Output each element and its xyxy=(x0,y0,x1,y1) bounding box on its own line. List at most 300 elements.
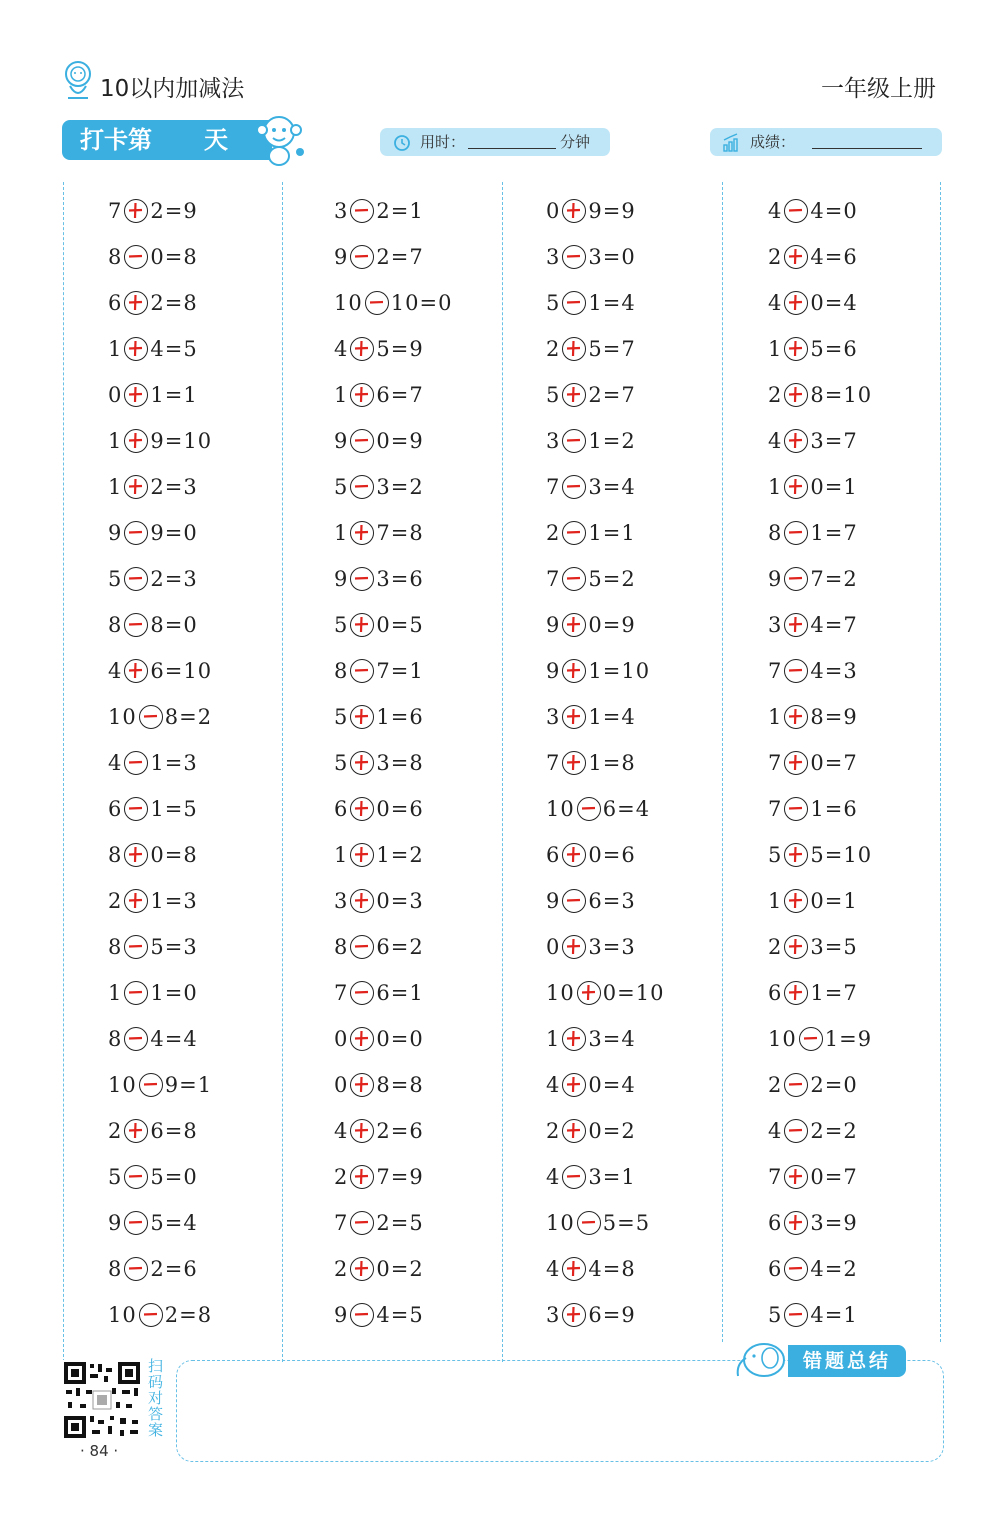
operand-a: 8 xyxy=(108,843,123,867)
result: =10 xyxy=(617,981,665,1005)
minus-answer-circle[interactable] xyxy=(350,245,374,269)
result: =1 xyxy=(824,889,858,913)
operand-b: 3 xyxy=(588,1027,603,1051)
result: =2 xyxy=(179,705,213,729)
problem-row xyxy=(334,280,452,326)
operand-a: 3 xyxy=(334,199,349,223)
minus-sign-icon xyxy=(125,246,146,267)
problem-row xyxy=(334,326,452,372)
plus-sign-icon xyxy=(563,1120,584,1141)
result: =1 xyxy=(602,521,636,545)
problem-row xyxy=(768,556,872,602)
problem-column-2 xyxy=(334,188,452,1338)
operand-a: 2 xyxy=(334,1257,349,1281)
plus-answer-circle[interactable] xyxy=(350,383,374,407)
plus-answer-circle[interactable] xyxy=(577,981,601,1005)
operand-b: 3 xyxy=(588,245,603,269)
problem-row xyxy=(768,648,872,694)
minus-sign-icon xyxy=(351,660,372,681)
problem-row xyxy=(334,1062,452,1108)
operand-b: 3 xyxy=(588,1165,603,1189)
plus-sign-icon xyxy=(125,660,146,681)
problem-row xyxy=(768,188,872,234)
plus-answer-circle[interactable] xyxy=(562,1257,586,1281)
column-divider xyxy=(722,182,723,1342)
operand-b: 2 xyxy=(150,291,165,315)
operand-b: 6 xyxy=(150,659,165,683)
plus-sign-icon xyxy=(351,614,372,635)
problem-row xyxy=(546,1292,664,1338)
operand-a: 4 xyxy=(334,337,349,361)
minus-answer-circle[interactable] xyxy=(350,1211,374,1235)
score-blank[interactable] xyxy=(812,148,922,149)
operand-b: 7 xyxy=(376,521,391,545)
problem-column-3 xyxy=(546,188,664,1338)
problem-row xyxy=(768,1246,872,1292)
plus-answer-circle[interactable] xyxy=(350,843,374,867)
page-number: · 84 · xyxy=(80,1442,119,1460)
minus-answer-circle[interactable] xyxy=(784,659,808,683)
elephant-icon xyxy=(732,1338,790,1382)
plus-answer-circle[interactable] xyxy=(784,843,808,867)
plus-answer-circle[interactable] xyxy=(784,751,808,775)
minus-sign-icon xyxy=(563,568,584,589)
plus-sign-icon xyxy=(785,338,806,359)
plus-sign-icon xyxy=(351,1258,372,1279)
operand-b: 2 xyxy=(810,1119,825,1143)
minus-answer-circle[interactable] xyxy=(784,1303,808,1327)
problem-row xyxy=(334,188,452,234)
problem-row xyxy=(546,418,664,464)
minus-answer-circle[interactable] xyxy=(799,1027,823,1051)
minus-sign-icon xyxy=(351,246,372,267)
minus-answer-circle[interactable] xyxy=(124,1165,148,1189)
minus-answer-circle[interactable] xyxy=(139,1303,163,1327)
minus-answer-circle[interactable] xyxy=(124,935,148,959)
operand-a: 8 xyxy=(108,1027,123,1051)
plus-answer-circle[interactable] xyxy=(784,475,808,499)
plus-answer-circle[interactable] xyxy=(124,291,148,315)
result: =4 xyxy=(602,475,636,499)
operand-a: 4 xyxy=(546,1073,561,1097)
plus-sign-icon xyxy=(785,476,806,497)
plus-answer-circle[interactable] xyxy=(562,1027,586,1051)
result: =5 xyxy=(164,797,198,821)
minus-answer-circle[interactable] xyxy=(350,567,374,591)
result: =3 xyxy=(824,659,858,683)
problem-row xyxy=(546,1016,664,1062)
problem-row xyxy=(768,602,872,648)
plus-sign-icon xyxy=(351,890,372,911)
minus-answer-circle[interactable] xyxy=(350,935,374,959)
problem-row xyxy=(768,832,872,878)
plus-sign-icon xyxy=(351,798,372,819)
minus-answer-circle[interactable] xyxy=(350,981,374,1005)
operand-b: 1 xyxy=(824,1027,840,1051)
check-in-banner xyxy=(62,120,272,160)
minus-sign-icon xyxy=(125,1166,146,1187)
result: =8 xyxy=(390,751,424,775)
operand-b: 1 xyxy=(810,797,825,821)
minus-sign-icon xyxy=(125,1212,146,1233)
operand-b: 0 xyxy=(376,889,391,913)
plus-answer-circle[interactable] xyxy=(784,981,808,1005)
plus-answer-circle[interactable] xyxy=(784,383,808,407)
plus-answer-circle[interactable] xyxy=(350,889,374,913)
problem-row xyxy=(108,1154,212,1200)
plus-answer-circle[interactable] xyxy=(124,199,148,223)
minus-answer-circle[interactable] xyxy=(124,1211,148,1235)
banner-prefix: 打卡第 xyxy=(80,126,152,154)
plus-answer-circle[interactable] xyxy=(784,291,808,315)
result: =5 xyxy=(390,1211,424,1235)
result: =7 xyxy=(824,429,858,453)
plus-answer-circle[interactable] xyxy=(784,245,808,269)
operand-b: 5 xyxy=(810,843,825,867)
minus-answer-circle[interactable] xyxy=(784,1119,808,1143)
result: =6 xyxy=(390,567,424,591)
minus-answer-circle[interactable] xyxy=(350,199,374,223)
operand-a: 6 xyxy=(768,1257,783,1281)
minus-sign-icon xyxy=(351,1304,372,1325)
plus-answer-circle[interactable] xyxy=(124,475,148,499)
operand-b: 5 xyxy=(588,337,603,361)
result: =8 xyxy=(164,245,198,269)
result: =7 xyxy=(824,981,858,1005)
operand-b: 1 xyxy=(150,383,165,407)
problem-row xyxy=(108,924,212,970)
operand-b: 0 xyxy=(150,843,165,867)
plus-answer-circle[interactable] xyxy=(562,337,586,361)
plus-answer-circle[interactable] xyxy=(562,383,586,407)
plus-sign-icon xyxy=(785,844,806,865)
result: =2 xyxy=(824,1257,858,1281)
operand-b: 9 xyxy=(150,521,165,545)
minus-answer-circle[interactable] xyxy=(139,1073,163,1097)
operand-a: 2 xyxy=(546,521,561,545)
problem-row xyxy=(546,1108,664,1154)
plus-sign-icon xyxy=(351,706,372,727)
minus-sign-icon xyxy=(563,246,584,267)
minus-sign-icon xyxy=(785,798,806,819)
plus-answer-circle[interactable] xyxy=(562,1119,586,1143)
operand-b: 2 xyxy=(810,1073,825,1097)
plus-answer-circle[interactable] xyxy=(350,1073,374,1097)
operand-a: 4 xyxy=(334,1119,349,1143)
plus-answer-circle[interactable] xyxy=(562,935,586,959)
result: =2 xyxy=(390,935,424,959)
problem-row xyxy=(334,1108,452,1154)
problem-row xyxy=(108,510,212,556)
minus-answer-circle[interactable] xyxy=(562,567,586,591)
operand-b: 6 xyxy=(150,1119,165,1143)
plus-answer-circle[interactable] xyxy=(562,1073,586,1097)
minus-answer-circle[interactable] xyxy=(124,797,148,821)
minus-answer-circle[interactable] xyxy=(124,567,148,591)
operand-a: 8 xyxy=(108,613,123,637)
result: =0 xyxy=(824,1073,858,1097)
result: =7 xyxy=(824,521,858,545)
plus-answer-circle[interactable] xyxy=(784,705,808,729)
operand-b: 4 xyxy=(810,199,825,223)
operand-b: 6 xyxy=(376,935,391,959)
minus-answer-circle[interactable] xyxy=(562,1165,586,1189)
minus-answer-circle[interactable] xyxy=(350,1303,374,1327)
result: =8 xyxy=(390,521,424,545)
result: =3 xyxy=(164,935,198,959)
qr-code[interactable] xyxy=(62,1360,142,1440)
problem-row xyxy=(546,878,664,924)
operand-b: 4 xyxy=(810,1257,825,1281)
plus-sign-icon xyxy=(563,1304,584,1325)
result: =4 xyxy=(602,1027,636,1051)
operand-a: 3 xyxy=(546,245,561,269)
plus-answer-circle[interactable] xyxy=(124,383,148,407)
operand-b: 9 xyxy=(150,429,165,453)
result: =0 xyxy=(164,521,198,545)
operand-b: 9 xyxy=(588,199,603,223)
plus-sign-icon xyxy=(351,522,372,543)
operand-a: 5 xyxy=(334,705,349,729)
plus-answer-circle[interactable] xyxy=(784,613,808,637)
plus-answer-circle[interactable] xyxy=(784,889,808,913)
plus-sign-icon xyxy=(785,430,806,451)
operand-a: 10 xyxy=(108,1073,137,1097)
operand-b: 10 xyxy=(390,291,420,315)
minus-answer-circle[interactable] xyxy=(784,521,808,545)
plus-sign-icon xyxy=(125,890,146,911)
operand-b: 0 xyxy=(588,843,603,867)
minus-answer-circle[interactable] xyxy=(784,797,808,821)
minus-answer-circle[interactable] xyxy=(365,291,389,315)
operand-a: 5 xyxy=(334,613,349,637)
operand-a: 1 xyxy=(768,889,783,913)
plus-answer-circle[interactable] xyxy=(562,613,586,637)
problem-row xyxy=(768,326,872,372)
result: =9 xyxy=(602,199,636,223)
operand-b: 2 xyxy=(150,475,165,499)
plus-answer-circle[interactable] xyxy=(124,429,148,453)
operand-a: 4 xyxy=(768,429,783,453)
operand-b: 9 xyxy=(164,1073,180,1097)
minus-answer-circle[interactable] xyxy=(784,199,808,223)
result: =1 xyxy=(390,199,424,223)
plus-answer-circle[interactable] xyxy=(562,1303,586,1327)
minus-answer-circle[interactable] xyxy=(562,245,586,269)
operand-a: 10 xyxy=(108,1303,137,1327)
minus-answer-circle[interactable] xyxy=(562,889,586,913)
plus-sign-icon xyxy=(785,384,806,405)
problem-row xyxy=(334,372,452,418)
minus-sign-icon xyxy=(563,292,584,313)
result: =7 xyxy=(824,1165,858,1189)
minus-answer-circle[interactable] xyxy=(350,429,374,453)
time-blank[interactable] xyxy=(468,148,556,149)
operand-a: 5 xyxy=(768,843,783,867)
minus-answer-circle[interactable] xyxy=(139,705,163,729)
minus-sign-icon xyxy=(125,982,146,1003)
operand-a: 4 xyxy=(768,199,783,223)
result: =2 xyxy=(824,567,858,591)
operand-a: 7 xyxy=(768,751,783,775)
minus-answer-circle[interactable] xyxy=(124,613,148,637)
plus-answer-circle[interactable] xyxy=(562,843,586,867)
problem-row xyxy=(334,970,452,1016)
problem-row xyxy=(768,280,872,326)
operand-a: 2 xyxy=(546,337,561,361)
plus-sign-icon xyxy=(563,660,584,681)
minus-answer-circle[interactable] xyxy=(784,1257,808,1281)
operand-a: 6 xyxy=(108,797,123,821)
banner-suffix: 天 xyxy=(204,126,228,154)
operand-a: 7 xyxy=(334,981,349,1005)
minus-answer-circle[interactable] xyxy=(124,1257,148,1281)
operand-a: 9 xyxy=(546,889,561,913)
plus-answer-circle[interactable] xyxy=(350,337,374,361)
minus-answer-circle[interactable] xyxy=(562,475,586,499)
minus-answer-circle[interactable] xyxy=(124,981,148,1005)
plus-answer-circle[interactable] xyxy=(784,1211,808,1235)
operand-a: 5 xyxy=(546,291,561,315)
minus-sign-icon xyxy=(125,1028,146,1049)
minus-answer-circle[interactable] xyxy=(562,291,586,315)
problem-row xyxy=(768,1062,872,1108)
problem-row xyxy=(108,970,212,1016)
plus-answer-circle[interactable] xyxy=(784,337,808,361)
plus-answer-circle[interactable] xyxy=(350,705,374,729)
plus-answer-circle[interactable] xyxy=(350,751,374,775)
problem-row xyxy=(334,1246,452,1292)
operand-a: 9 xyxy=(546,613,561,637)
plus-sign-icon xyxy=(785,1166,806,1187)
plus-answer-circle[interactable] xyxy=(350,1257,374,1281)
result: =5 xyxy=(390,613,424,637)
operand-b: 0 xyxy=(810,751,825,775)
plus-answer-circle[interactable] xyxy=(350,521,374,545)
operand-b: 3 xyxy=(810,1211,825,1235)
plus-answer-circle[interactable] xyxy=(562,751,586,775)
operand-b: 6 xyxy=(602,797,618,821)
plus-answer-circle[interactable] xyxy=(350,1027,374,1051)
plus-answer-circle[interactable] xyxy=(562,705,586,729)
operand-b: 8 xyxy=(150,613,165,637)
plus-answer-circle[interactable] xyxy=(784,1165,808,1189)
minus-answer-circle[interactable] xyxy=(124,1027,148,1051)
column-divider xyxy=(282,182,283,1362)
operand-b: 3 xyxy=(588,935,603,959)
operand-a: 10 xyxy=(546,1211,575,1235)
operand-b: 0 xyxy=(810,291,825,315)
result: =8 xyxy=(390,1073,424,1097)
operand-b: 1 xyxy=(150,797,165,821)
operand-b: 5 xyxy=(150,1211,165,1235)
result: =9 xyxy=(602,613,636,637)
operand-b: 2 xyxy=(150,1257,165,1281)
alarm-clock-icon xyxy=(392,132,412,152)
plus-answer-circle[interactable] xyxy=(350,1165,374,1189)
result: =0 xyxy=(164,981,198,1005)
plus-answer-circle[interactable] xyxy=(350,613,374,637)
minus-sign-icon xyxy=(563,1166,584,1187)
minus-sign-icon xyxy=(140,1304,161,1325)
problem-row xyxy=(768,1108,872,1154)
result: =0 xyxy=(419,291,453,315)
operand-a: 1 xyxy=(108,475,123,499)
operand-a: 9 xyxy=(334,567,349,591)
plus-sign-icon xyxy=(563,1074,584,1095)
plus-answer-circle[interactable] xyxy=(124,659,148,683)
operand-a: 5 xyxy=(334,751,349,775)
plus-answer-circle[interactable] xyxy=(350,1119,374,1143)
time-label: 用时： xyxy=(420,133,466,151)
operand-a: 1 xyxy=(108,429,123,453)
plus-answer-circle[interactable] xyxy=(124,889,148,913)
minus-answer-circle[interactable] xyxy=(577,797,601,821)
plus-answer-circle[interactable] xyxy=(124,1119,148,1143)
score-field[interactable] xyxy=(710,128,942,156)
plus-answer-circle[interactable] xyxy=(562,199,586,223)
operand-a: 2 xyxy=(108,1119,123,1143)
operand-b: 2 xyxy=(588,383,603,407)
minus-sign-icon xyxy=(125,936,146,957)
problem-row xyxy=(108,1292,212,1338)
result: =5 xyxy=(390,1303,424,1327)
minus-answer-circle[interactable] xyxy=(124,751,148,775)
time-field[interactable] xyxy=(380,128,610,156)
operand-a: 7 xyxy=(546,567,561,591)
minus-answer-circle[interactable] xyxy=(350,659,374,683)
plus-sign-icon xyxy=(125,292,146,313)
operand-a: 7 xyxy=(768,659,783,683)
operand-a: 1 xyxy=(334,843,349,867)
plus-answer-circle[interactable] xyxy=(124,843,148,867)
problem-row xyxy=(334,1200,452,1246)
problem-row xyxy=(546,464,664,510)
minus-answer-circle[interactable] xyxy=(577,1211,601,1235)
operand-a: 5 xyxy=(768,1303,783,1327)
problem-row xyxy=(546,740,664,786)
result: =9 xyxy=(602,1303,636,1327)
problem-row xyxy=(334,418,452,464)
result: =4 xyxy=(602,1073,636,1097)
result: =1 xyxy=(824,475,858,499)
result: =3 xyxy=(164,475,198,499)
operand-b: 8 xyxy=(376,1073,391,1097)
plus-answer-circle[interactable] xyxy=(124,337,148,361)
minus-answer-circle[interactable] xyxy=(562,521,586,545)
result: =1 xyxy=(390,981,424,1005)
plus-sign-icon xyxy=(578,982,599,1003)
minus-answer-circle[interactable] xyxy=(124,521,148,545)
minus-answer-circle[interactable] xyxy=(562,429,586,453)
operand-a: 9 xyxy=(108,521,123,545)
operand-a: 1 xyxy=(768,337,783,361)
minus-answer-circle[interactable] xyxy=(350,475,374,499)
minus-answer-circle[interactable] xyxy=(784,1073,808,1097)
minus-sign-icon xyxy=(578,798,599,819)
plus-answer-circle[interactable] xyxy=(350,797,374,821)
minus-answer-circle[interactable] xyxy=(124,245,148,269)
operand-b: 4 xyxy=(810,245,825,269)
plus-answer-circle[interactable] xyxy=(562,659,586,683)
plus-answer-circle[interactable] xyxy=(784,429,808,453)
minus-answer-circle[interactable] xyxy=(784,567,808,591)
problem-row xyxy=(108,464,212,510)
operand-a: 0 xyxy=(546,199,561,223)
plus-answer-circle[interactable] xyxy=(784,935,808,959)
plus-sign-icon xyxy=(563,614,584,635)
problem-row xyxy=(546,602,664,648)
